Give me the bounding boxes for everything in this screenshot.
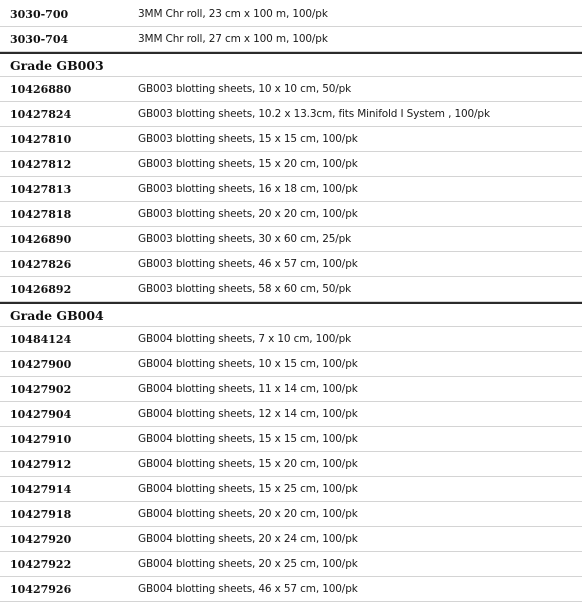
- table-row: [0, 102, 582, 127]
- table-row: [0, 377, 582, 402]
- table-row: [0, 252, 582, 277]
- product-description: GB004 blotting sheets, 12 x 14 cm, 100/pk: [138, 408, 358, 420]
- product-description: GB004 blotting sheets, 10 x 15 cm, 100/pk: [138, 358, 358, 370]
- product-code: 10427926: [10, 583, 72, 596]
- product-code: 3030-700: [10, 8, 69, 21]
- table-row: [0, 227, 582, 252]
- product-description: GB003 blotting sheets, 16 x 18 cm, 100/pk: [138, 183, 358, 195]
- product-code: 10427912: [10, 458, 72, 471]
- product-description: GB004 blotting sheets, 15 x 15 cm, 100/pk: [138, 433, 358, 445]
- product-code: 10427910: [10, 433, 72, 446]
- product-description: GB003 blotting sheets, 46 x 57 cm, 100/pk: [138, 258, 358, 270]
- product-description: GB004 blotting sheets, 7 x 10 cm, 100/pk: [138, 333, 352, 345]
- product-code: 10427812: [10, 158, 72, 171]
- table-row: [0, 502, 582, 527]
- grade-section-header: [0, 302, 582, 327]
- product-code: 10484124: [10, 333, 72, 346]
- table-row: [0, 177, 582, 202]
- table-row: [0, 277, 582, 302]
- table-row: [0, 352, 582, 377]
- table-row: [0, 477, 582, 502]
- table-row: [0, 77, 582, 102]
- table-row: [0, 552, 582, 577]
- product-code: 3030-704: [10, 33, 69, 46]
- product-code: 10427813: [10, 183, 72, 196]
- table-row: [0, 527, 582, 552]
- product-description: 3MM Chr roll, 23 cm x 100 m, 100/pk: [138, 8, 328, 20]
- grade-section-header: [0, 52, 582, 77]
- product-description: GB003 blotting sheets, 20 x 20 cm, 100/pk: [138, 208, 358, 220]
- product-table: [0, 2, 582, 602]
- product-code: 10427824: [10, 108, 72, 121]
- product-code: 10427900: [10, 358, 72, 371]
- product-code: 10426890: [10, 233, 72, 246]
- product-code: 10427818: [10, 208, 72, 221]
- product-code: 10427826: [10, 258, 72, 271]
- table-row: [0, 452, 582, 477]
- table-row: [0, 127, 582, 152]
- product-code: 10427918: [10, 508, 72, 521]
- table-row: [0, 427, 582, 452]
- product-description: GB004 blotting sheets, 15 x 25 cm, 100/pk: [138, 483, 358, 495]
- product-description: GB004 blotting sheets, 20 x 24 cm, 100/pk: [138, 533, 358, 545]
- product-description: GB004 blotting sheets, 11 x 14 cm, 100/pk: [138, 383, 358, 395]
- product-description: GB003 blotting sheets, 10.2 x 13.3cm, fits Minifold I System , 100/pk: [138, 108, 490, 120]
- grade-title: Grade GB004: [10, 308, 104, 323]
- table-row: [0, 202, 582, 227]
- product-code: 10427914: [10, 483, 72, 496]
- product-description: GB004 blotting sheets, 20 x 20 cm, 100/pk: [138, 508, 358, 520]
- product-description: GB003 blotting sheets, 58 x 60 cm, 50/pk: [138, 283, 352, 295]
- product-code: 10427920: [10, 533, 72, 546]
- grade-title: Grade GB003: [10, 58, 104, 73]
- product-description: 3MM Chr roll, 27 cm x 100 m, 100/pk: [138, 33, 328, 45]
- table-row: [0, 577, 582, 602]
- product-description: GB004 blotting sheets, 46 x 57 cm, 100/pk: [138, 583, 358, 595]
- product-code: 10426880: [10, 83, 72, 96]
- table-row: [0, 2, 582, 27]
- product-description: GB004 blotting sheets, 20 x 25 cm, 100/pk: [138, 558, 358, 570]
- table-row: [0, 402, 582, 427]
- table-row: [0, 152, 582, 177]
- product-description: GB004 blotting sheets, 15 x 20 cm, 100/pk: [138, 458, 358, 470]
- product-code: 10426892: [10, 283, 72, 296]
- table-row: [0, 27, 582, 52]
- product-code: 10427904: [10, 408, 72, 421]
- product-description: GB003 blotting sheets, 15 x 20 cm, 100/pk: [138, 158, 358, 170]
- product-description: GB003 blotting sheets, 15 x 15 cm, 100/pk: [138, 133, 358, 145]
- product-description: GB003 blotting sheets, 30 x 60 cm, 25/pk: [138, 233, 352, 245]
- product-code: 10427810: [10, 133, 72, 146]
- product-code: 10427922: [10, 558, 72, 571]
- table-row: [0, 327, 582, 352]
- product-description: GB003 blotting sheets, 10 x 10 cm, 50/pk: [138, 83, 352, 95]
- product-code: 10427902: [10, 383, 72, 396]
